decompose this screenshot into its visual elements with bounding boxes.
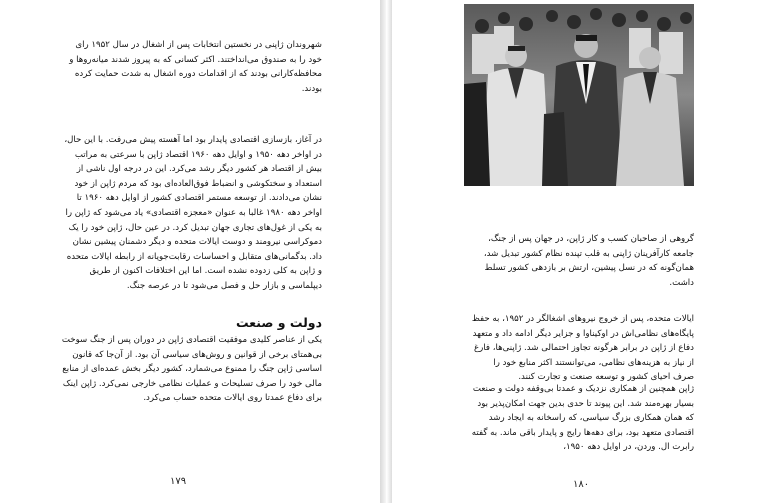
page-number-left: ۱۷۹ (170, 476, 187, 487)
businessmen-crowd-photo (464, 4, 694, 186)
left-paragraph-1: شهروندان ژاپنی در نخستین انتخابات پس از اشغال در سال ۱۹۵۲ رای خود را به صندوق می‌انداختند. اکثر کسانی که به پیروز شدند میانه‌روها و محافظه‌کارانی بودند که از اقدامات دوره اشغال به شدت حمایت کرده بودند. (69, 40, 322, 94)
right-paragraph-1: ایالات متحده، پس از خروج نیروهای اشغالگر در ۱۹۵۲، به حفظ پایگاه‌های نظامی‌اش در اوکیناوا و جزایر دیگر ادامه داد و متعهد دفاع از ژاپن در برابر هرگونه تجاوز احتمالی شد. ژاپنی‌ها، فارغ از نیاز به هزینه‌های نظامی، می‌توانستند اکثر منابع خود را صرف احیای کشور و توسعه صنعت و تجارت کنند. (471, 314, 694, 383)
page-number-right: ۱۸۰ (573, 479, 590, 490)
book-gutter (380, 0, 392, 503)
left-page (0, 0, 380, 503)
section-heading: دولت و صنعت (235, 315, 322, 330)
left-paragraph-3: یکی از عناصر کلیدی موفقیت اقتصادی ژاپن در دوران پس از جنگ سوخت بی‌همتای برخی از قوانین و روش‌های سیاسی آن بود. از آن‌جا که قانون اساسی ژاپن جنگ را ممنوع می‌شمارد، کشور دیگر بخش عمده‌ای از منابع مالی خود را صرف تسلیحات و عملیات نظامی خارجی نمی‌کرد. ژاپن اینک برای دفاع عمدتا روی ایالات متحده حساب می‌کرد. (61, 335, 322, 404)
photo-caption: گروهی از صاحبان کسب و کار ژاپن، در جهان پس از جنگ، جامعه کارآفرینان ژاپنی به قلب تپنده نظام کشور تبدیل شد، همان‌گونه که در نسل پیشین، ارتش بر بازدهی کشور تسلط داشت. (483, 234, 694, 288)
right-paragraph-2: ژاپن همچنین از همکاری نزدیک و عمدتا بی‌وقفه دولت و صنعت بسیار بهره‌مند شد. این پیوند تا حدی بدین جهت امکان‌پذیر بود که همان همکاری بزرگ سیاسی، که راسخانه به ایجاد رشد اقتصادی متعهد بود، برای دهه‌ها رایج و پایدار باقی ماند. به گفته رابرت ال. وردن، در اوایل دهه ۱۹۵۰، (471, 384, 694, 453)
left-paragraph-2: در آغاز، بازسازی اقتصادی پایدار بود اما آهسته پیش می‌رفت. با این حال، در اواخر دهه ۱۹۵۰ و اوایل دهه ۱۹۶۰ اقتصاد ژاپن با سرعتی به مراتب بیش از اقتصاد هر کشور دیگر رشد می‌کرد. این در درجه اول ناشی از استعداد و سختکوشی و انضباط فوق‌العاده‌ای بود که مردم ژاپن از خود نشان می‌دادند. از توسعه مستمر اقتصادی کشور از اوایل دهه ۱۹۶۰ تا اواخر دهه ۱۹۸۰ غالبا به عنوان «معجزه اقتصادی» یاد می‌شود که ژاپن را به یکی از غول‌های تجاری جهان تبدیل کرد. در عین حال، ژاپن خود را یک دموکراسی نیرومند و دوست ایالات متحده و دیگر دشمنان پیشین نشان داد. بدگمانی‌های متقابل و احساسات رقابت‌جویانه از رابطه ایالات متحده و ژاپن به کلی زدوده نشده است. اما این اختلافات اکنون از طریق دیپلماسی و بازار حل و فصل می‌شود تا در عرصه جنگ. (64, 135, 322, 291)
